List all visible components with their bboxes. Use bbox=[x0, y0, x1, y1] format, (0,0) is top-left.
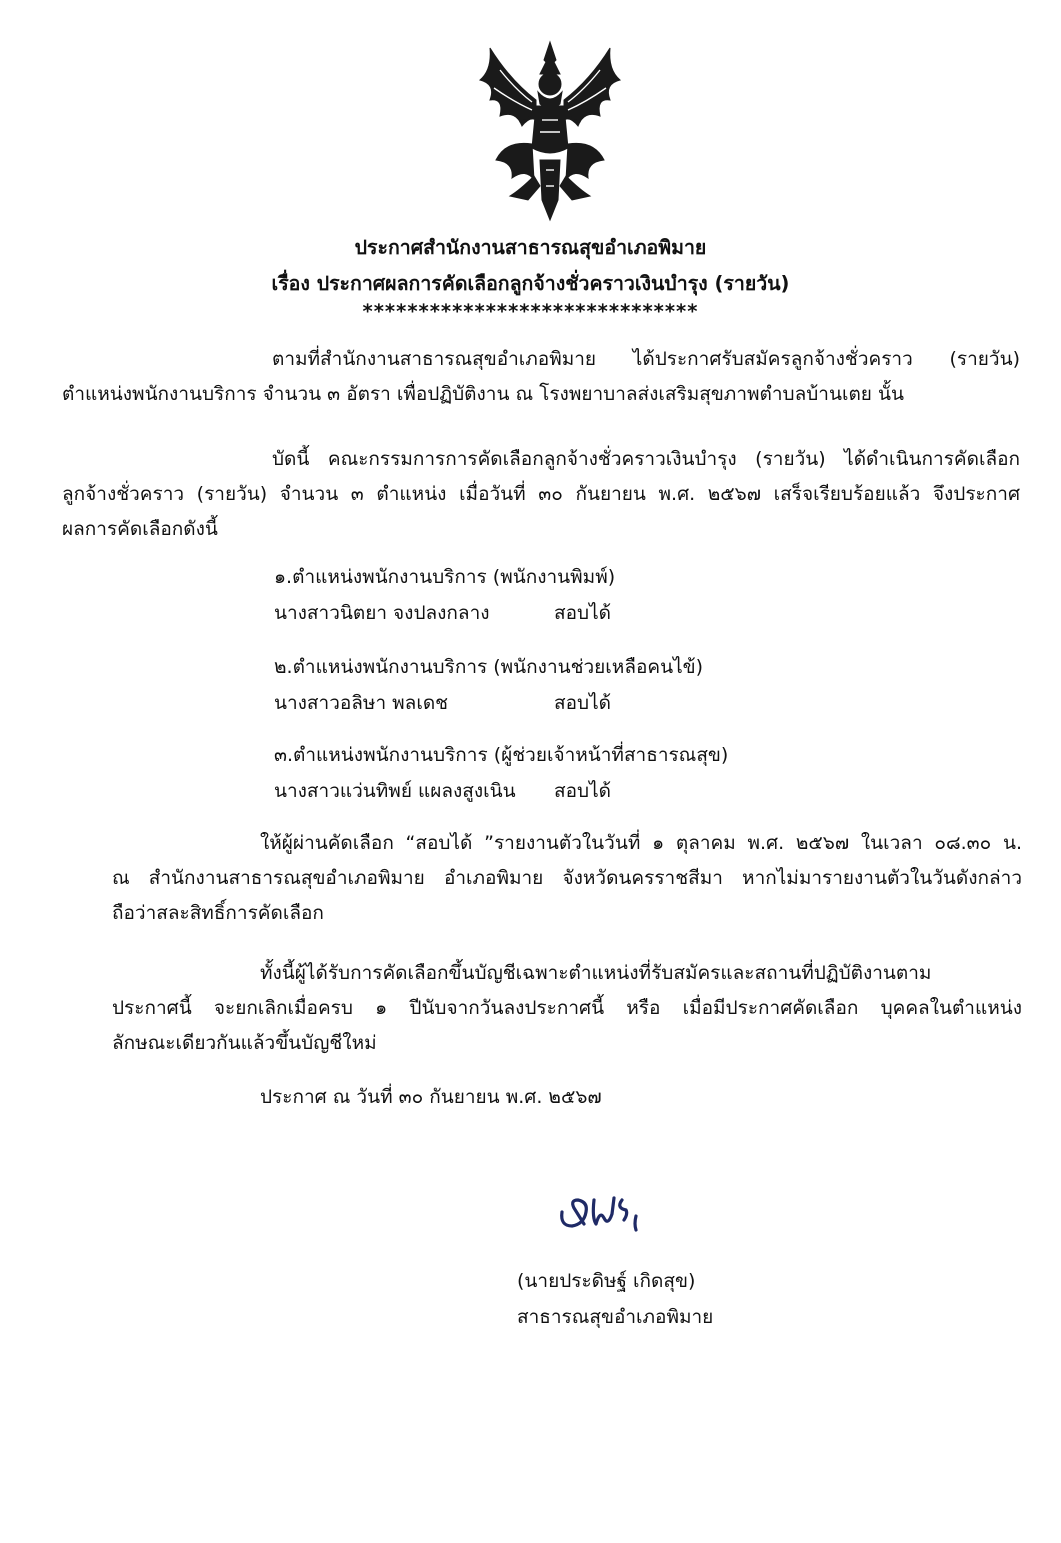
result-position-1: ๑.ตำแหน่งพนักงานบริการ (พนักงานพิมพ์) bbox=[274, 566, 616, 588]
selection-line-1: บัดนี้ คณะกรรมการการคัดเลือกลูกจ้างชั่วคราวเงินบำรุง (รายวัน) ได้ดำเนินการคัดเลือก bbox=[272, 448, 1020, 470]
handwritten-signature bbox=[556, 1190, 671, 1240]
report-line-1: ให้ผู้ผ่านคัดเลือก “สอบได้ ”รายงานตัวในวันที่ ๑ ตุลาคม พ.ศ. ๒๕๖๗ ในเวลา ๐๘.๓๐ น. bbox=[260, 832, 1022, 854]
validity-paragraph bbox=[112, 956, 1022, 1061]
report-line-3: ถือว่าสละสิทธิ์การคัดเลือก bbox=[112, 902, 324, 924]
result-name-3: นางสาวแว่นทิพย์ แผลงสูงเนิน bbox=[274, 780, 516, 802]
signatory-name: (นายประดิษฐ์ เกิดสุข) bbox=[517, 1270, 696, 1292]
selection-paragraph bbox=[62, 442, 1020, 547]
result-name-2: นางสาวอลิษา พลเดช bbox=[274, 692, 449, 714]
report-paragraph bbox=[112, 826, 1022, 931]
title-divider: ****************************** bbox=[362, 300, 699, 323]
intro-line-1: ตามที่สำนักงานสาธารณสุขอำเภอพิมาย ได้ประกาศรับสมัครลูกจ้างชั่วคราว (รายวัน) bbox=[272, 348, 1020, 370]
selection-line-2: ลูกจ้างชั่วคราว (รายวัน) จำนวน ๓ ตำแหน่ง เมื่อวันที่ ๓๐ กันยายน พ.ศ. ๒๕๖๗ เสร็จเรียบร้อยแล้ว จึงประกาศ bbox=[62, 483, 1020, 505]
report-line-2: ณ สำนักงานสาธารณสุขอำเภอพิมาย อำเภอพิมาย จังหวัดนครราชสีมา หากไม่มารายงานตัวในวันดังกล่าว bbox=[112, 867, 1022, 889]
signatory-title: สาธารณสุขอำเภอพิมาย bbox=[517, 1306, 714, 1328]
validity-line-2: ประกาศนี้ จะยกเลิกเมื่อครบ ๑ ปีนับจากวันลงประกาศนี้ หรือ เมื่อมีประกาศคัดเลือก บุคคลในตำแหน่ง bbox=[112, 997, 1022, 1019]
result-name-1: นางสาวนิตยา จงปลงกลาง bbox=[274, 602, 490, 624]
selection-line-3: ผลการคัดเลือกดังนี้ bbox=[62, 518, 218, 540]
validity-line-1: ทั้งนี้ผู้ได้รับการคัดเลือกขึ้นบัญชีเฉพาะตำแหน่งที่รับสมัครและสถานที่ปฏิบัติงานตาม bbox=[260, 962, 932, 984]
document-title: ประกาศสำนักงานสาธารณสุขอำเภอพิมาย bbox=[354, 236, 707, 259]
validity-line-3: ลักษณะเดียวกันแล้วขึ้นบัญชีใหม่ bbox=[112, 1032, 377, 1054]
result-position-3: ๓.ตำแหน่งพนักงานบริการ (ผู้ช่วยเจ้าหน้าที่สาธารณสุข) bbox=[274, 744, 729, 766]
result-position-2: ๒.ตำแหน่งพนักงานบริการ (พนักงานช่วยเหลือคนไข้) bbox=[274, 656, 704, 678]
announce-date: ประกาศ ณ วันที่ ๓๐ กันยายน พ.ศ. ๒๕๖๗ bbox=[260, 1086, 602, 1108]
intro-line-2: ตำแหน่งพนักงานบริการ จำนวน ๓ อัตรา เพื่อปฏิบัติงาน ณ โรงพยาบาลส่งเสริมสุขภาพตำบลบ้านเตย นั้น bbox=[62, 383, 904, 405]
intro-paragraph bbox=[62, 342, 1020, 412]
result-status-1: สอบได้ bbox=[554, 602, 611, 624]
result-status-3: สอบได้ bbox=[554, 780, 611, 802]
garuda-emblem-icon bbox=[470, 40, 630, 222]
document-subject: เรื่อง ประกาศผลการคัดเลือกลูกจ้างชั่วคราวเงินบำรุง (รายวัน) bbox=[271, 272, 790, 295]
result-status-2: สอบได้ bbox=[554, 692, 611, 714]
